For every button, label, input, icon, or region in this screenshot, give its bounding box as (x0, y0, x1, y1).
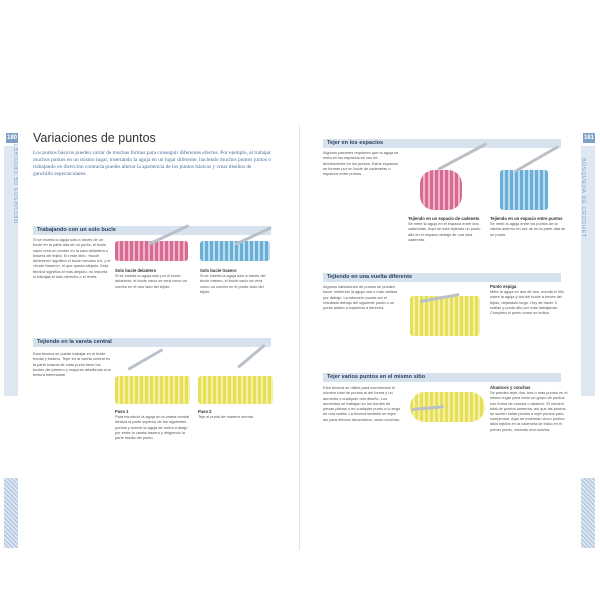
section-text-vuelta-diferente: Algunos variaciones de puntos se pueden hacer metiendo la aguja una o más vueltas por debajo. La intención puede ser el resultado debajo del siguiente punto o un punto alrado a izquierda a derecha. (323, 284, 398, 311)
section-heading-solo-bucle: Trabajando con un solo bucle (33, 226, 271, 235)
illustration-chain-space (420, 170, 462, 210)
caption-chain-space (408, 216, 486, 242)
left-side-label: RECURSOS DE CROCHET (14, 142, 20, 223)
section-text-vareta-central: Esta técnica se puede trabajar en el bucle frontal y trasero. Tejer en la vareta central en la parte trasera de cada punto tiene los bucles del primero y mayores añadiendo una textura interesante. (33, 351, 111, 378)
caption-title: Tejiendo en un espacio entre puntos (490, 216, 563, 221)
caption-text: Se mete la aguja en el espacio entre dos cadenetas. Aquí se está tejiendo un punto alto en el espacio debajo de una sola cadeneta. (408, 221, 481, 242)
right-page-number: 181 (583, 135, 594, 141)
caption-step-1 (115, 409, 193, 440)
caption-spike-stitch (490, 284, 568, 315)
caption-text: Si se inserta la aguja solo a través del bucle trasero, el bucle vacío se verá como un cordón en el punto visto del tejido. (200, 273, 266, 294)
caption-shell-stitch (490, 385, 568, 432)
caption-title: Abanicos y conchas (490, 385, 531, 390)
illustration-step-1 (115, 376, 190, 404)
intro-paragraph: Los puntos básicos pueden variar de muchas formas para conseguir diferentes efectos. Por ejemplo, al trabajar muchos puntos en un mismo lugar, insertando la aguja en un lugar diferente, haciendo muchos puntos juntos o trabajando en dirección contraria puedes alterar la apariencia de los puntos básicos y crear diseños de ganchillo espectaculares. (33, 150, 271, 178)
caption-title: Paso 2 (198, 409, 212, 414)
page-title: Variaciones de puntos (33, 131, 156, 145)
caption-between-stitches (490, 216, 568, 237)
caption-text: Teje el punto de manera normal. (198, 414, 254, 420)
caption-text: Para introducir la aguja en la vareta central desliza la parte superior de los siguientes puntos y mueve la aguja de arriba a abajo por entre la vareta trasera y dirigiendo la parte media del punto. (115, 414, 190, 441)
caption-title: Solo bucle trasero (200, 268, 237, 273)
section-text-espacios: Algunos patrones requieren que la aguja se meta en los espacios en vez de directamente en los puntos. Estos espacios se forman por un bucle de cadenetas o espacios entre puntos. (323, 150, 399, 177)
illustration-step-2 (198, 376, 273, 404)
caption-text: Si se inserta la aguja solo por el bucle delantero, el bucle vacío se verá como un cordón en el otro lado del tejido. (115, 273, 188, 289)
section-heading-espacios: Tejer en los espacios (323, 139, 561, 148)
section-text-solo-bucle: Si se inserta la aguja solo a través de un bucle en la parte alta de un punto, el bucle vacío crea un cordón en la cara delantera o trasera del tejido. En este libro, «bucle delantero» significa el bucle cercano a ti, y el «bucle trasero», el que queda alejado. Esta técnica significa al más alejado, no importa si trabajas el lado derecho o el revés. (33, 237, 111, 280)
right-side-label: BÚSQUEDA DE CROCHET (580, 158, 586, 238)
caption-step-2 (198, 409, 270, 419)
caption-text: Se pueden tejer dos, tres o más puntos en el mismo lugar para crear un grupo de puntos con forma de concha o abanico. El número total de puntos aumenta, así que las puntos se suelen saltar puntos a tejer puntos para compensar. Aquí se muestran cinco puntos altos tejidos en la cadeneta de inicio en el primer punto, creando una concha. (490, 390, 568, 432)
caption-back-loop (200, 268, 272, 294)
caption-front-loop (115, 268, 193, 289)
section-heading-vareta-central: Tejiendo en la vareta central (33, 338, 271, 347)
section-heading-mismo-sitio: Tejer varios puntos en el mismo sitio (323, 373, 561, 382)
caption-title: Tejiendo en un espacio de cadeneta (408, 216, 480, 221)
illustration-between-stitches (500, 170, 548, 210)
caption-title: Paso 1 (115, 409, 129, 414)
left-page-number: 180 (6, 135, 17, 141)
caption-text: Mete la aguja en dos de dos, enrolla el hilo sobre la aguja y tira del bucle a través del tejido, dejándolo largo. Hoy de hacer 3 mallas y punto alto por más trabajando. Completa el punto como se indica. (490, 289, 564, 316)
left-side-pattern (4, 478, 18, 548)
caption-title: Solo bucle delantero (115, 268, 157, 273)
caption-title: Punto espiga (490, 284, 517, 289)
caption-text: Se mete la aguja entre los puntos de la vareta anterior en vez de en la parte alta de un punto. (490, 221, 566, 237)
right-side-pattern (581, 478, 595, 548)
section-heading-vuelta-diferente: Tejiendo en una vuelta diferente (323, 273, 561, 282)
section-text-mismo-sitio: Esta técnica se utiliza para incrementar el número total de puntos al del forma y un aumento o cualquier otro diseño. Los aumentos se trabajan en los bordes de piezas planas o en cualquier punto a lo largo de una vuelta. La técnica también se tejen así para efectos decorativos, como conchas. (323, 385, 401, 422)
